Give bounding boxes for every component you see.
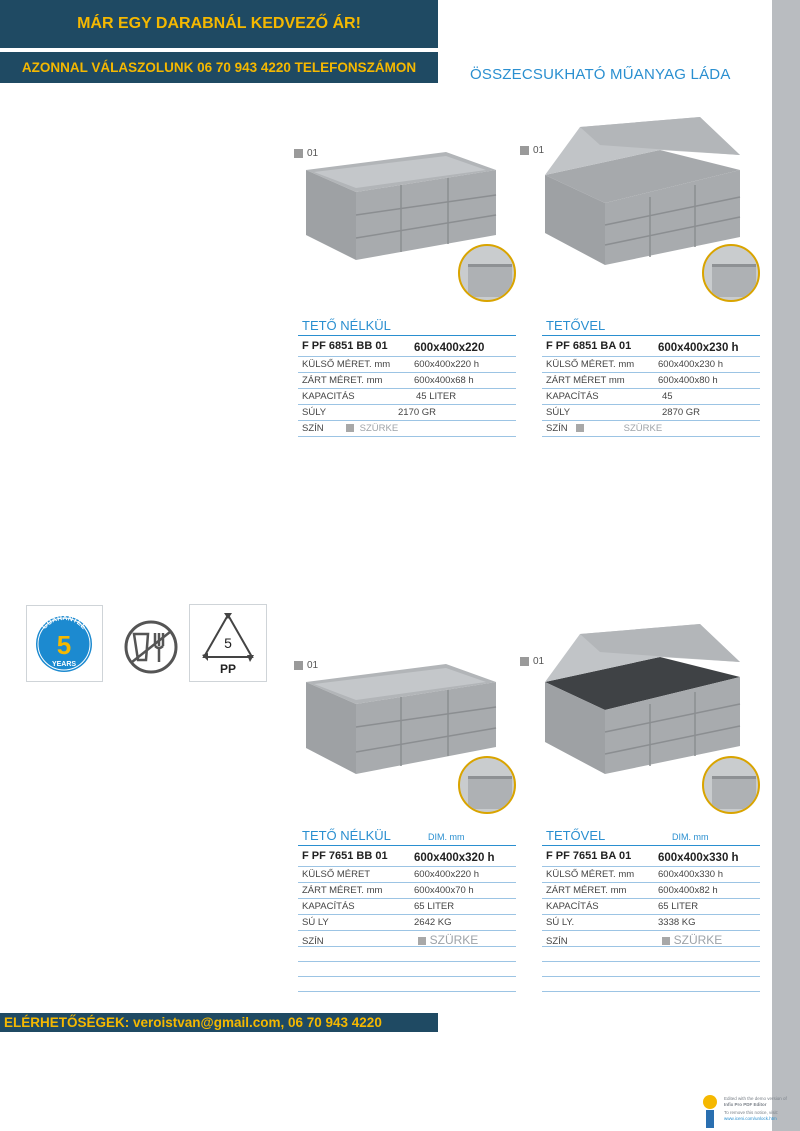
spec-row: ZÁRT MÉRET mm 600x400x80 h <box>542 373 760 389</box>
spec-row: ZÁRT MÉRET. mm 600x400x70 h <box>298 883 516 899</box>
spec-code-row <box>298 848 516 867</box>
detail-zoom-image <box>458 244 516 302</box>
contact-banner <box>0 1013 438 1032</box>
color-swatch <box>662 937 670 945</box>
guarantee-years: YEARS <box>51 661 77 668</box>
color-swatch <box>418 937 426 945</box>
spec-row: KÜLSŐ MÉRET. mm 600x400x330 h <box>542 867 760 883</box>
spec-table <box>542 316 760 437</box>
product-code-label: 01 <box>294 148 318 159</box>
product-size: 600x400x230 h <box>658 342 739 354</box>
spec-row: KÜLSŐ MÉRET. mm 600x400x220 h <box>298 357 516 373</box>
spec-row: ZÁRT MÉRET. mm 600x400x82 h <box>542 883 760 899</box>
spec-table <box>542 826 760 992</box>
guarantee-arc-text: GUARANTEE <box>40 614 88 631</box>
recycle-icon <box>190 605 266 681</box>
food-safe-icon <box>122 618 180 676</box>
spec-row: KÜLSŐ MÉRET. mm 600x400x230 h <box>542 357 760 373</box>
spec-row: SÚ LY 2642 KG <box>298 915 516 931</box>
food-safe-badge <box>122 618 180 676</box>
promo-text: MÁR EGY DARABNÁL KEDVEZŐ ÁR! <box>77 15 361 32</box>
product-code-label: 01 <box>520 656 544 667</box>
dim-label: DIM. mm <box>672 832 709 842</box>
spec-color-row: SZÍN SZÜRKE <box>542 421 760 437</box>
product-code: F PF 7651 BB 01 <box>302 850 388 862</box>
product-code: F PF 6851 BA 01 <box>546 340 632 352</box>
product-code-label: 01 <box>294 660 318 671</box>
detail-zoom-image <box>702 756 760 814</box>
recycle-code: PP <box>219 662 237 676</box>
spec-row: KAPACÍTÁS 65 LITER <box>542 899 760 915</box>
spec-title: TETŐVEL <box>546 318 606 333</box>
page-title: ÖSSZECSUKHATÓ MŰANYAG LÁDA <box>470 66 731 83</box>
recycle-badge <box>189 604 267 682</box>
spec-code-row <box>542 848 760 867</box>
phone-banner <box>0 52 438 83</box>
product-size: 600x400x320 h <box>414 852 495 864</box>
guarantee-badge <box>26 605 103 682</box>
spec-code-row <box>298 338 516 357</box>
spec-title: TETŐ NÉLKÜL <box>302 318 391 333</box>
spec-title: TETŐ NÉLKÜL <box>302 828 391 843</box>
crate-lid-image <box>540 622 745 782</box>
recycle-number: 5 <box>224 635 232 651</box>
spec-row: SÚLY 2170 GR <box>298 405 516 421</box>
color-square-icon <box>520 146 529 155</box>
product-code: F PF 6851 BB 01 <box>302 340 388 352</box>
phone-text: AZONNAL VÁLASZOLUNK 06 70 943 4220 TELEFONSZÁMON <box>21 60 417 75</box>
contact-text: ELÉRHETŐSÉGEK: veroistvan@gmail.com, 06 70 943 4220 <box>4 1015 382 1030</box>
dim-label: DIM. mm <box>428 832 465 842</box>
promo-banner <box>0 0 438 48</box>
detail-zoom-image <box>702 244 760 302</box>
color-swatch <box>346 424 354 432</box>
spec-row: SÚ LY. 3338 KG <box>542 915 760 931</box>
product-code: F PF 7651 BA 01 <box>546 850 632 862</box>
color-swatch <box>576 424 584 432</box>
spec-title: TETŐVEL <box>546 828 606 843</box>
spec-row: KAPACITÁS 45 LITER <box>298 389 516 405</box>
product-size: 600x400x330 h <box>658 852 739 864</box>
infix-logo-icon <box>700 1094 720 1128</box>
guarantee-icon <box>27 606 102 681</box>
detail-zoom-image <box>458 756 516 814</box>
product-size: 600x400x220 <box>414 342 485 354</box>
spec-color-row: SZÍN SZÜRKE <box>298 421 516 437</box>
spec-row: KAPACÍTÁS 45 <box>542 389 760 405</box>
spec-color-row: SZÍN SZÜRKE <box>298 931 516 947</box>
product-code-label: 01 <box>520 145 544 156</box>
editor-watermark: Edited with the demo version of Infix Pro PDF Editor To remove this notice, visit: www.iceni.com/unlock.htm <box>700 1094 796 1128</box>
spec-code-row <box>542 338 760 357</box>
right-sidebar <box>772 0 800 1131</box>
spec-row: SÚLY 2870 GR <box>542 405 760 421</box>
spec-row: KÜLSŐ MÉRET 600x400x220 h <box>298 867 516 883</box>
color-square-icon <box>520 657 529 666</box>
guarantee-number: 5 <box>56 630 72 660</box>
spec-row: KAPACÍTÁS 65 LITER <box>298 899 516 915</box>
spec-table <box>298 316 516 437</box>
unlock-link: www.iceni.com/unlock.htm <box>724 1115 777 1121</box>
spec-color-row: SZÍN SZÜRKE <box>542 931 760 947</box>
spec-table <box>298 826 516 992</box>
spec-row: ZÁRT MÉRET. mm 600x400x68 h <box>298 373 516 389</box>
